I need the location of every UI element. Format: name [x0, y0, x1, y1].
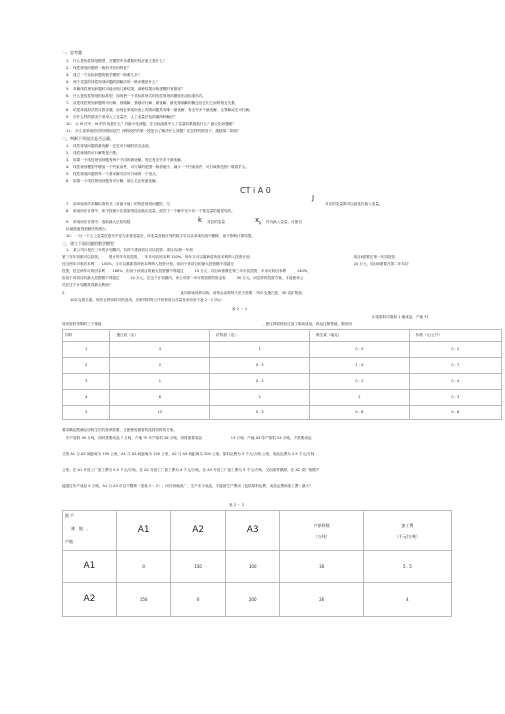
paragraph-line: 设有原料采购的三个基地	[62, 322, 102, 326]
table-cell: 1	[210, 342, 310, 358]
table-cell: 1	[110, 374, 210, 390]
formula-cta: CT i A 0	[240, 186, 271, 195]
table-row	[63, 358, 502, 374]
table-cell: 0 . 5	[210, 406, 310, 420]
feed-nutrition-table	[62, 329, 502, 420]
column-header: 价格（元/公斤）	[409, 330, 501, 342]
table-cell: 0 . 2	[210, 374, 310, 390]
table-cell: 0 . 4	[409, 374, 501, 390]
paragraph-line: 经过两年可收回本利 150%，又可以重新将所获本利纳入投资计划，但用于该项目的最大投资额不得超过	[62, 262, 234, 266]
list-item: 5. 求解线性规划问题时可能出现几种结果，那种结果反映建模时有错误？	[66, 87, 185, 91]
table-cell: 5 . 5	[363, 551, 451, 583]
list-item: 9. 单纯形法计算中，选取最大正检验数	[66, 220, 131, 224]
table-cell: 0 . 5	[210, 358, 310, 374]
paragraph-line: 能超过年产成品 5 万吨，A1 与 A3 可以不限制（见表 2－ 2）。问在何地设厂，生产多少成品，才能使生产费用（包括原料运费、成品运费和加工费）最少？	[62, 484, 313, 488]
corner-label: 产地	[65, 539, 73, 544]
table-cell: 3	[110, 342, 210, 358]
column-header: A1	[116, 511, 171, 551]
table-cell: 200	[225, 583, 280, 617]
table-cell: 0	[116, 551, 171, 583]
table-cell: 4	[63, 390, 110, 406]
list-item: 4. 两个变量的线性规划问题的图解法的一般步骤是什么？	[66, 80, 160, 84]
table-cell: 2	[110, 358, 210, 374]
formula-xk: $x_k$	[255, 216, 262, 226]
list-item: 8. 单纯形法计算中，如不按最小比值原则选出换出变量，则在下一个解中至少有一个基变量的值是负的。	[66, 209, 235, 213]
paragraph-line: 投资，经过两年可收回本利 160%，但用于该项目的最大投资额不得超过 15 万元；项目Ⅳ需要在第三年年初投资，年末可收回本利 140%，	[62, 269, 311, 273]
table-cell: 1 . 0	[310, 358, 410, 374]
paragraph-line: 1. 某公司计划在三年的计划期内，有四个建设项目可以投资；项目Ⅰ从第一年到	[66, 248, 193, 252]
paragraph-line: 第三年年初都可以投资。 预计每年年初投资， 年末可收回本利 120%，每年又可以重新将所获本利纳入投资计划；	[62, 255, 254, 259]
paragraph-line: 年产原料 30 万吨，同时需要成品 7 万吨；产地 *2 年产原料 26 万吨，同时需要成品 13 万吨；产地 A3 年产原料 24 万吨，不需要成品	[66, 436, 312, 440]
paragraph-line: ，使这种原料经过加工制成成品，再运往销售地。假设用	[262, 322, 352, 326]
table-cell: 0	[171, 583, 226, 617]
table-cell: 6	[110, 390, 210, 406]
table-header-row	[63, 330, 502, 342]
list-item: 2. 线性规划的可行解集是凸集。	[66, 151, 120, 155]
formula-k: k	[198, 216, 203, 224]
column-header: A2	[171, 511, 226, 551]
list-item: 6. 什么是线性规划的标准型，如何把一个非标准形式的线性规划问题转化成标准形式。	[66, 94, 206, 98]
table-cell: 12	[110, 406, 210, 420]
formula-j: J	[312, 194, 315, 202]
table-cell: 0 . 8	[310, 406, 410, 420]
table-row	[63, 551, 452, 583]
column-header: 蛋白质（克）	[110, 330, 210, 342]
column-header-line: 产原料数	[313, 522, 330, 528]
paragraph-line: 公里；在 A1 开设工厂加工费为 5.5 千元/万吨，在 A2 开设工厂加工费为 4 千元/万吨，在 A3 开设工厂加工费为 3 千元/万吨；又因条件限制，在 A2 设厂规模不	[62, 468, 320, 472]
list-item: 7. 试述线性规划问题的可行解、基础解、基础可行解、最优解、最优基础解的概念及它们之间的相互关系。	[66, 101, 239, 105]
paragraph-line: 又知 A1 与 A2 间距离为 150 公里，A1 与 A3 间距离为 100 公里，A2 与 A3 间距离为 200 公里。原料运费为 3 千元/万吨·公里，成品运费为 2.5 千元/万吨	[62, 452, 315, 456]
table-cell: 5	[63, 406, 110, 420]
section-title-judgement: 二、判断下列说法是否正确。	[62, 136, 114, 141]
table-row	[63, 406, 502, 420]
list-item-tail: 对应的变量都可以被选作换入变量。	[325, 202, 383, 206]
list-item: 5. 线性规划问题的每一个基本解对应可行域的一个顶点。	[66, 172, 160, 176]
row-header: A1	[63, 551, 117, 583]
table-cell: 3	[63, 374, 110, 390]
column-header: 饲料	[63, 330, 110, 342]
list-item: 7. 用单纯形法求解标准形式（求最小值）的线性规划问题时，与	[66, 202, 171, 206]
paragraph-line: 项目Ⅱ需要在第一年初投资，	[350, 255, 399, 259]
table-cell: 26	[280, 583, 363, 617]
section-title-thinking: 一、思考题	[62, 50, 82, 55]
paragraph-line: 100 克维生素。现有五种饲料可供选用，各种饲料每公斤营养成分含量及单价如下表 2－1 所示：	[70, 298, 226, 302]
corner-label: 离 地 、	[71, 526, 91, 531]
list-item: 6. 如果一个线性规划问题有可行解，那么它必有最优解。	[66, 179, 160, 183]
list-item: 3. 如果一个线性规划问题有两个不同的最优解，则它有无穷多个最优解。	[66, 158, 185, 162]
table-row	[63, 390, 502, 406]
table-cell: 0 . 2	[409, 342, 501, 358]
paragraph-line: 20 万元；项目Ⅲ需要在第二年年初	[350, 262, 409, 266]
table-caption: 表 2 － 2	[229, 503, 245, 507]
table-cell: 1	[63, 342, 110, 358]
paragraph-line: 2. 某饲养场饲养动物，设每头动物每天至少需要 700 克蛋白质、30 克矿物质、	[62, 291, 306, 295]
list-item: 8. 试述单纯形法的计算步骤，如何在单纯形表上判别问题具有唯一最优解、有无穷多个最优解、无界解或无可行解。	[66, 108, 253, 112]
table-cell: 0 . 5	[310, 342, 410, 358]
list-item: 1. 什么是线性规划模型，在模型中各系数的经济意义是什么？	[66, 59, 167, 63]
table-header-row	[63, 511, 452, 551]
paragraph-line: 4 座原料可饱和 1 地成品，产地 *1	[372, 315, 429, 319]
table-cell: 30	[280, 551, 363, 583]
section-title-model: 三、建立下面问题的数学模型	[62, 241, 114, 246]
paragraph-line: 司在这个计划期获得最大利润？	[62, 283, 113, 287]
table-corner-cell	[63, 511, 117, 551]
list-item: 作为换入变量，可使目	[266, 220, 302, 224]
column-header-line: （千元/万吨）	[394, 533, 421, 539]
table-row	[63, 374, 502, 390]
table-caption: 表 2 － 1	[232, 307, 248, 311]
column-header: A3	[225, 511, 280, 551]
column-header: 维生素（毫克）	[310, 330, 410, 342]
list-item: 10. 一旦一个人工变量在迭代中变为非基变量后，该变量及相应列的数字可以从单纯形表中删除，而不影响计算结果。	[66, 234, 255, 238]
table-cell: 0 . 2	[310, 374, 410, 390]
table-cell: 100	[225, 551, 280, 583]
paragraph-line: 要求确定既满足动物生长的营养需要，又使费用最省的选择饲料的方案。	[62, 428, 177, 432]
list-item: 对应的变量	[207, 220, 225, 224]
column-header	[280, 511, 363, 551]
corner-label: 距 产	[65, 513, 75, 518]
column-header-line: （万吨）	[313, 533, 330, 539]
table-cell: 150	[116, 583, 171, 617]
list-item: 1. 线性规划问题的最优解一定在可行域的顶点达到。	[66, 144, 153, 148]
list-item: 11. 什么是单纯形法的两阶段法？两阶段法的第一段是为了解决什么问题？在怎样的情况下，继续第二阶段？	[66, 129, 241, 133]
list-item: 4. 线性规划模型中增加一个约束条件，可行域的范围一般将缩小，减少一个约束条件，可行域的范围一般将扩大。	[66, 165, 250, 169]
column-header	[363, 511, 451, 551]
table-cell: 4	[363, 583, 451, 617]
row-header: A2	[63, 583, 117, 617]
table-row	[63, 342, 502, 358]
table-cell: 0 . 7	[409, 358, 501, 374]
list-item: 2. 线性规划问题的一般形式有何特征？	[66, 66, 131, 70]
table-cell: 0 . 8	[409, 406, 501, 420]
table-cell: 2	[310, 390, 410, 406]
table-cell: 0 . 3	[409, 390, 501, 406]
list-item: 标函数值得到最快的减少。	[66, 227, 110, 231]
table-cell: 150	[171, 551, 226, 583]
list-item: 9. 在什么样的情况下采用人工变量法，人工变量法包括哪两种解法？	[66, 115, 178, 119]
list-item: 3. 建立一个实际问题的数学模型一般要几步？	[66, 73, 142, 77]
table-cell: 2	[210, 390, 310, 406]
column-header-line: 加工费	[401, 522, 414, 528]
table-row	[63, 583, 452, 617]
paragraph-line: 但用于该项目的最大投资额不得超过 10 万元。在这个计划期内，该公司第一年可供投资的资金有 30 万元。问怎样的投资方案，才能使该公	[62, 276, 304, 280]
column-header: 矿物质（克）	[210, 330, 310, 342]
distance-cost-table	[62, 510, 452, 617]
table-cell: 2	[63, 358, 110, 374]
list-item: 10. 大 M 法中，M 的作用是什么？对最小化问题，在目标函数中人工变量的系数取什么？最大化问题呢？	[66, 122, 236, 126]
